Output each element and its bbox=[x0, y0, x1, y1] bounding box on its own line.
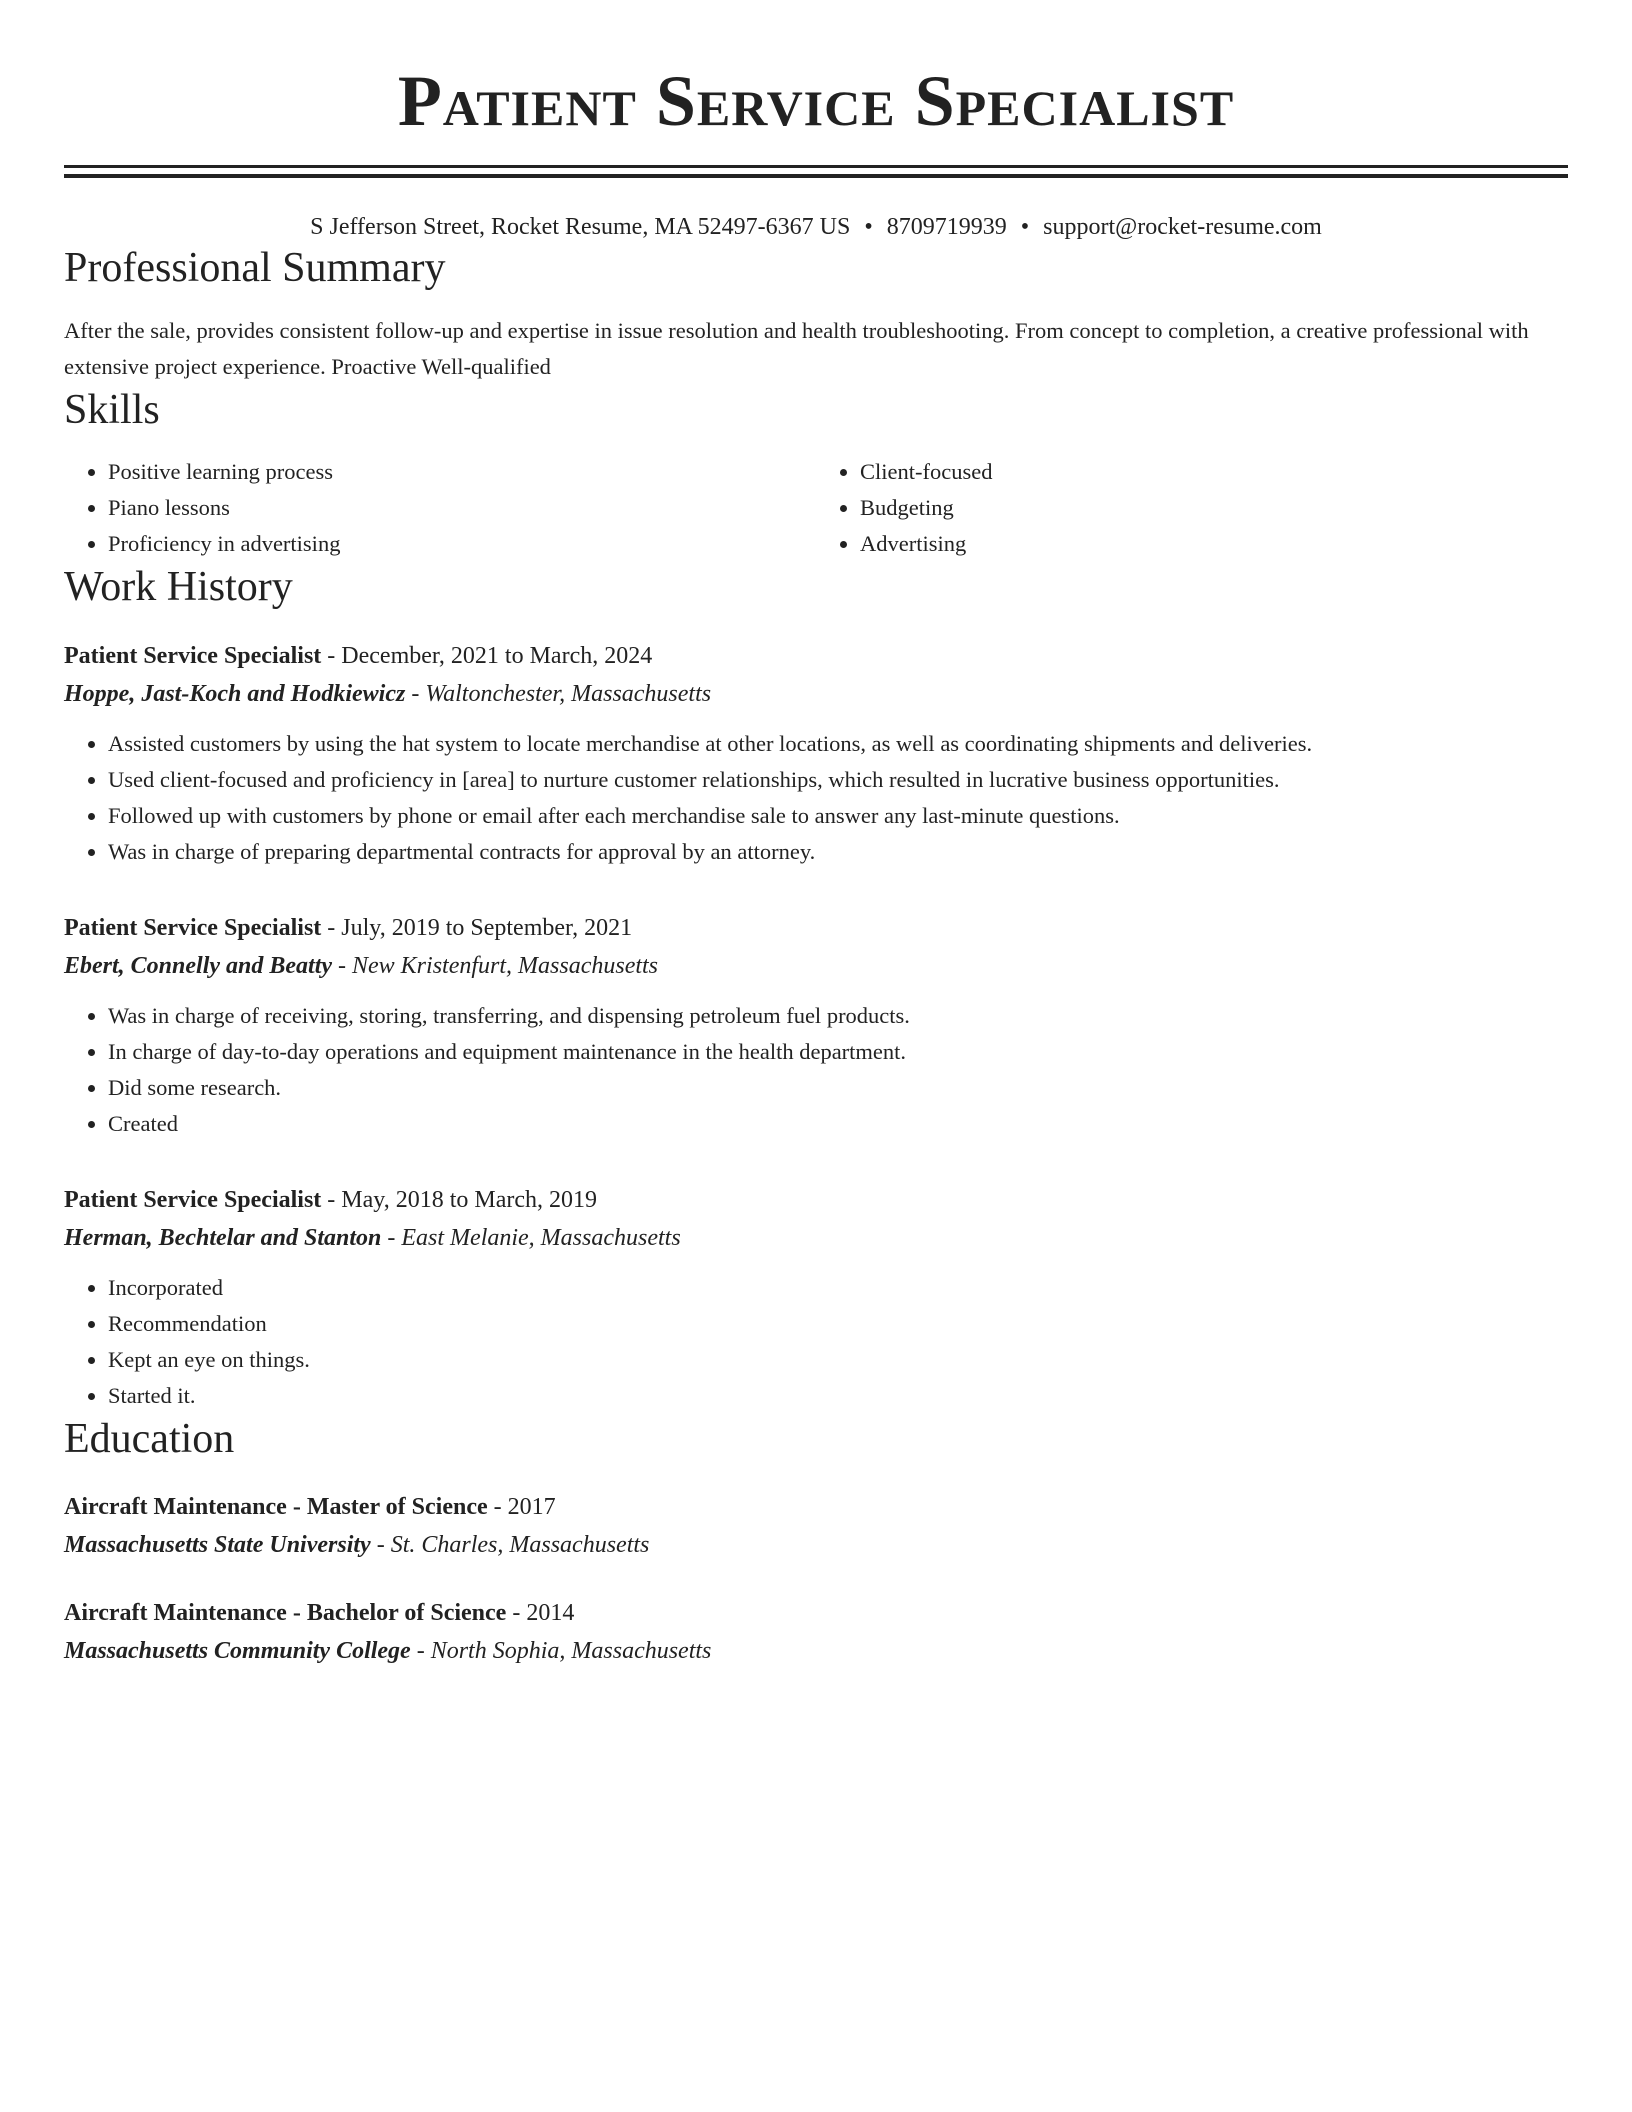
skill-item: • Positive learning process bbox=[108, 454, 816, 490]
job-bullet: • Created bbox=[108, 1106, 1568, 1142]
job-bullet: • Started it. bbox=[108, 1378, 1568, 1414]
job-company: Ebert, Connelly and Beatty bbox=[64, 953, 333, 980]
skills-list bbox=[64, 454, 1568, 562]
job-bullets bbox=[64, 726, 1568, 870]
job-bullet: • Assisted customers by using the hat system to locate merchandise at other locations, as well as coordinating shipments and deliveries. bbox=[108, 726, 1568, 762]
education-entry bbox=[64, 1489, 1568, 1565]
education-location: - North Sophia, Massachusetts bbox=[410, 1637, 712, 1664]
job-title: Patient Service Specialist bbox=[64, 643, 322, 670]
contact-address: S Jefferson Street, Rocket Resume, MA 52497-6367 US bbox=[310, 213, 851, 240]
job-org-line bbox=[64, 1218, 1568, 1258]
education-entry bbox=[64, 1595, 1568, 1671]
education-school: Massachusetts State University bbox=[64, 1531, 371, 1558]
job-title-line bbox=[64, 910, 1568, 946]
education-year: - 2014 bbox=[506, 1599, 575, 1626]
job-org-line bbox=[64, 674, 1568, 714]
job-bullets bbox=[64, 998, 1568, 1142]
job-bullet: • In charge of day-to-day operations and equipment maintenance in the health department. bbox=[108, 1034, 1568, 1070]
job-company: Herman, Bechtelar and Stanton bbox=[64, 1225, 382, 1252]
job-bullet: • Followed up with customers by phone or email after each merchandise sale to answer any last-minute questions. bbox=[108, 798, 1568, 834]
resume-name-title: Patient Service Specialist bbox=[397, 61, 1235, 141]
summary-heading: Professional Summary bbox=[64, 244, 446, 291]
job-bullet: • Kept an eye on things. bbox=[108, 1342, 1568, 1378]
skills-heading: Skills bbox=[64, 387, 160, 434]
job-title-line bbox=[64, 638, 1568, 674]
job-location: - East Melanie, Massachusetts bbox=[381, 1225, 681, 1252]
job-company: Hoppe, Jast-Koch and Hodkiewicz bbox=[64, 681, 406, 708]
skills-column-left bbox=[64, 454, 816, 562]
job-dates: - May, 2018 to March, 2019 bbox=[321, 1187, 598, 1214]
job-bullet: • Was in charge of preparing departmental contracts for approval by an attorney. bbox=[108, 834, 1568, 870]
job-title-line bbox=[64, 1182, 1568, 1218]
job-org-line bbox=[64, 946, 1568, 986]
education-location: - St. Charles, Massachusetts bbox=[370, 1531, 650, 1558]
summary-text: After the sale, provides consistent follow-up and expertise in issue resolution and health troubleshooting. From concept to completion, a creative professional with extensive project experience. Proactive Well-qualified bbox=[64, 318, 1529, 380]
contact-email: support@rocket-resume.com bbox=[1043, 213, 1322, 240]
skill-item: • Client-focused bbox=[860, 454, 1568, 490]
job-entry bbox=[64, 1182, 1568, 1414]
job-bullet: • Incorporated bbox=[108, 1270, 1568, 1306]
job-location: - Waltonchester, Massachusetts bbox=[405, 681, 712, 708]
job-dates: - December, 2021 to March, 2024 bbox=[321, 643, 653, 670]
job-bullets bbox=[64, 1270, 1568, 1414]
skill-item: • Proficiency in advertising bbox=[108, 526, 816, 562]
job-title: Patient Service Specialist bbox=[64, 1187, 322, 1214]
work-history-heading: Work History bbox=[64, 563, 293, 610]
education-degree-line bbox=[64, 1595, 1568, 1631]
education-school-line bbox=[64, 1525, 1568, 1565]
header-double-rule bbox=[64, 165, 1568, 178]
education-degree-line bbox=[64, 1489, 1568, 1525]
contact-separator: • bbox=[1020, 213, 1030, 240]
job-bullet: • Used client-focused and proficiency in [area] to nurture customer relationships, which resulted in lucrative business opportunities. bbox=[108, 762, 1568, 798]
skill-item: • Piano lessons bbox=[108, 490, 816, 526]
contact-separator: • bbox=[864, 213, 873, 240]
job-title: Patient Service Specialist bbox=[64, 915, 322, 942]
skill-item: • Advertising bbox=[860, 526, 1568, 562]
education-degree: Aircraft Maintenance - Master of Science bbox=[64, 1493, 488, 1520]
education-school: Massachusetts Community College bbox=[64, 1637, 411, 1664]
job-bullet: • Was in charge of receiving, storing, transferring, and dispensing petroleum fuel products. bbox=[108, 998, 1568, 1034]
skills-column-right bbox=[816, 454, 1568, 562]
education-degree: Aircraft Maintenance - Bachelor of Science bbox=[64, 1599, 507, 1626]
skill-item: • Budgeting bbox=[860, 490, 1568, 526]
job-entry bbox=[64, 638, 1568, 870]
contact-phone: 8709719939 bbox=[886, 213, 1007, 240]
job-bullet: • Did some research. bbox=[108, 1070, 1568, 1106]
job-entry bbox=[64, 910, 1568, 1142]
education-heading: Education bbox=[64, 1416, 235, 1463]
job-dates: - July, 2019 to September, 2021 bbox=[321, 915, 633, 942]
education-school-line bbox=[64, 1631, 1568, 1671]
job-location: - New Kristenfurt, Massachusetts bbox=[332, 953, 659, 980]
education-year: - 2017 bbox=[487, 1493, 556, 1520]
contact-line bbox=[64, 212, 1568, 243]
job-bullet: • Recommendation bbox=[108, 1306, 1568, 1342]
